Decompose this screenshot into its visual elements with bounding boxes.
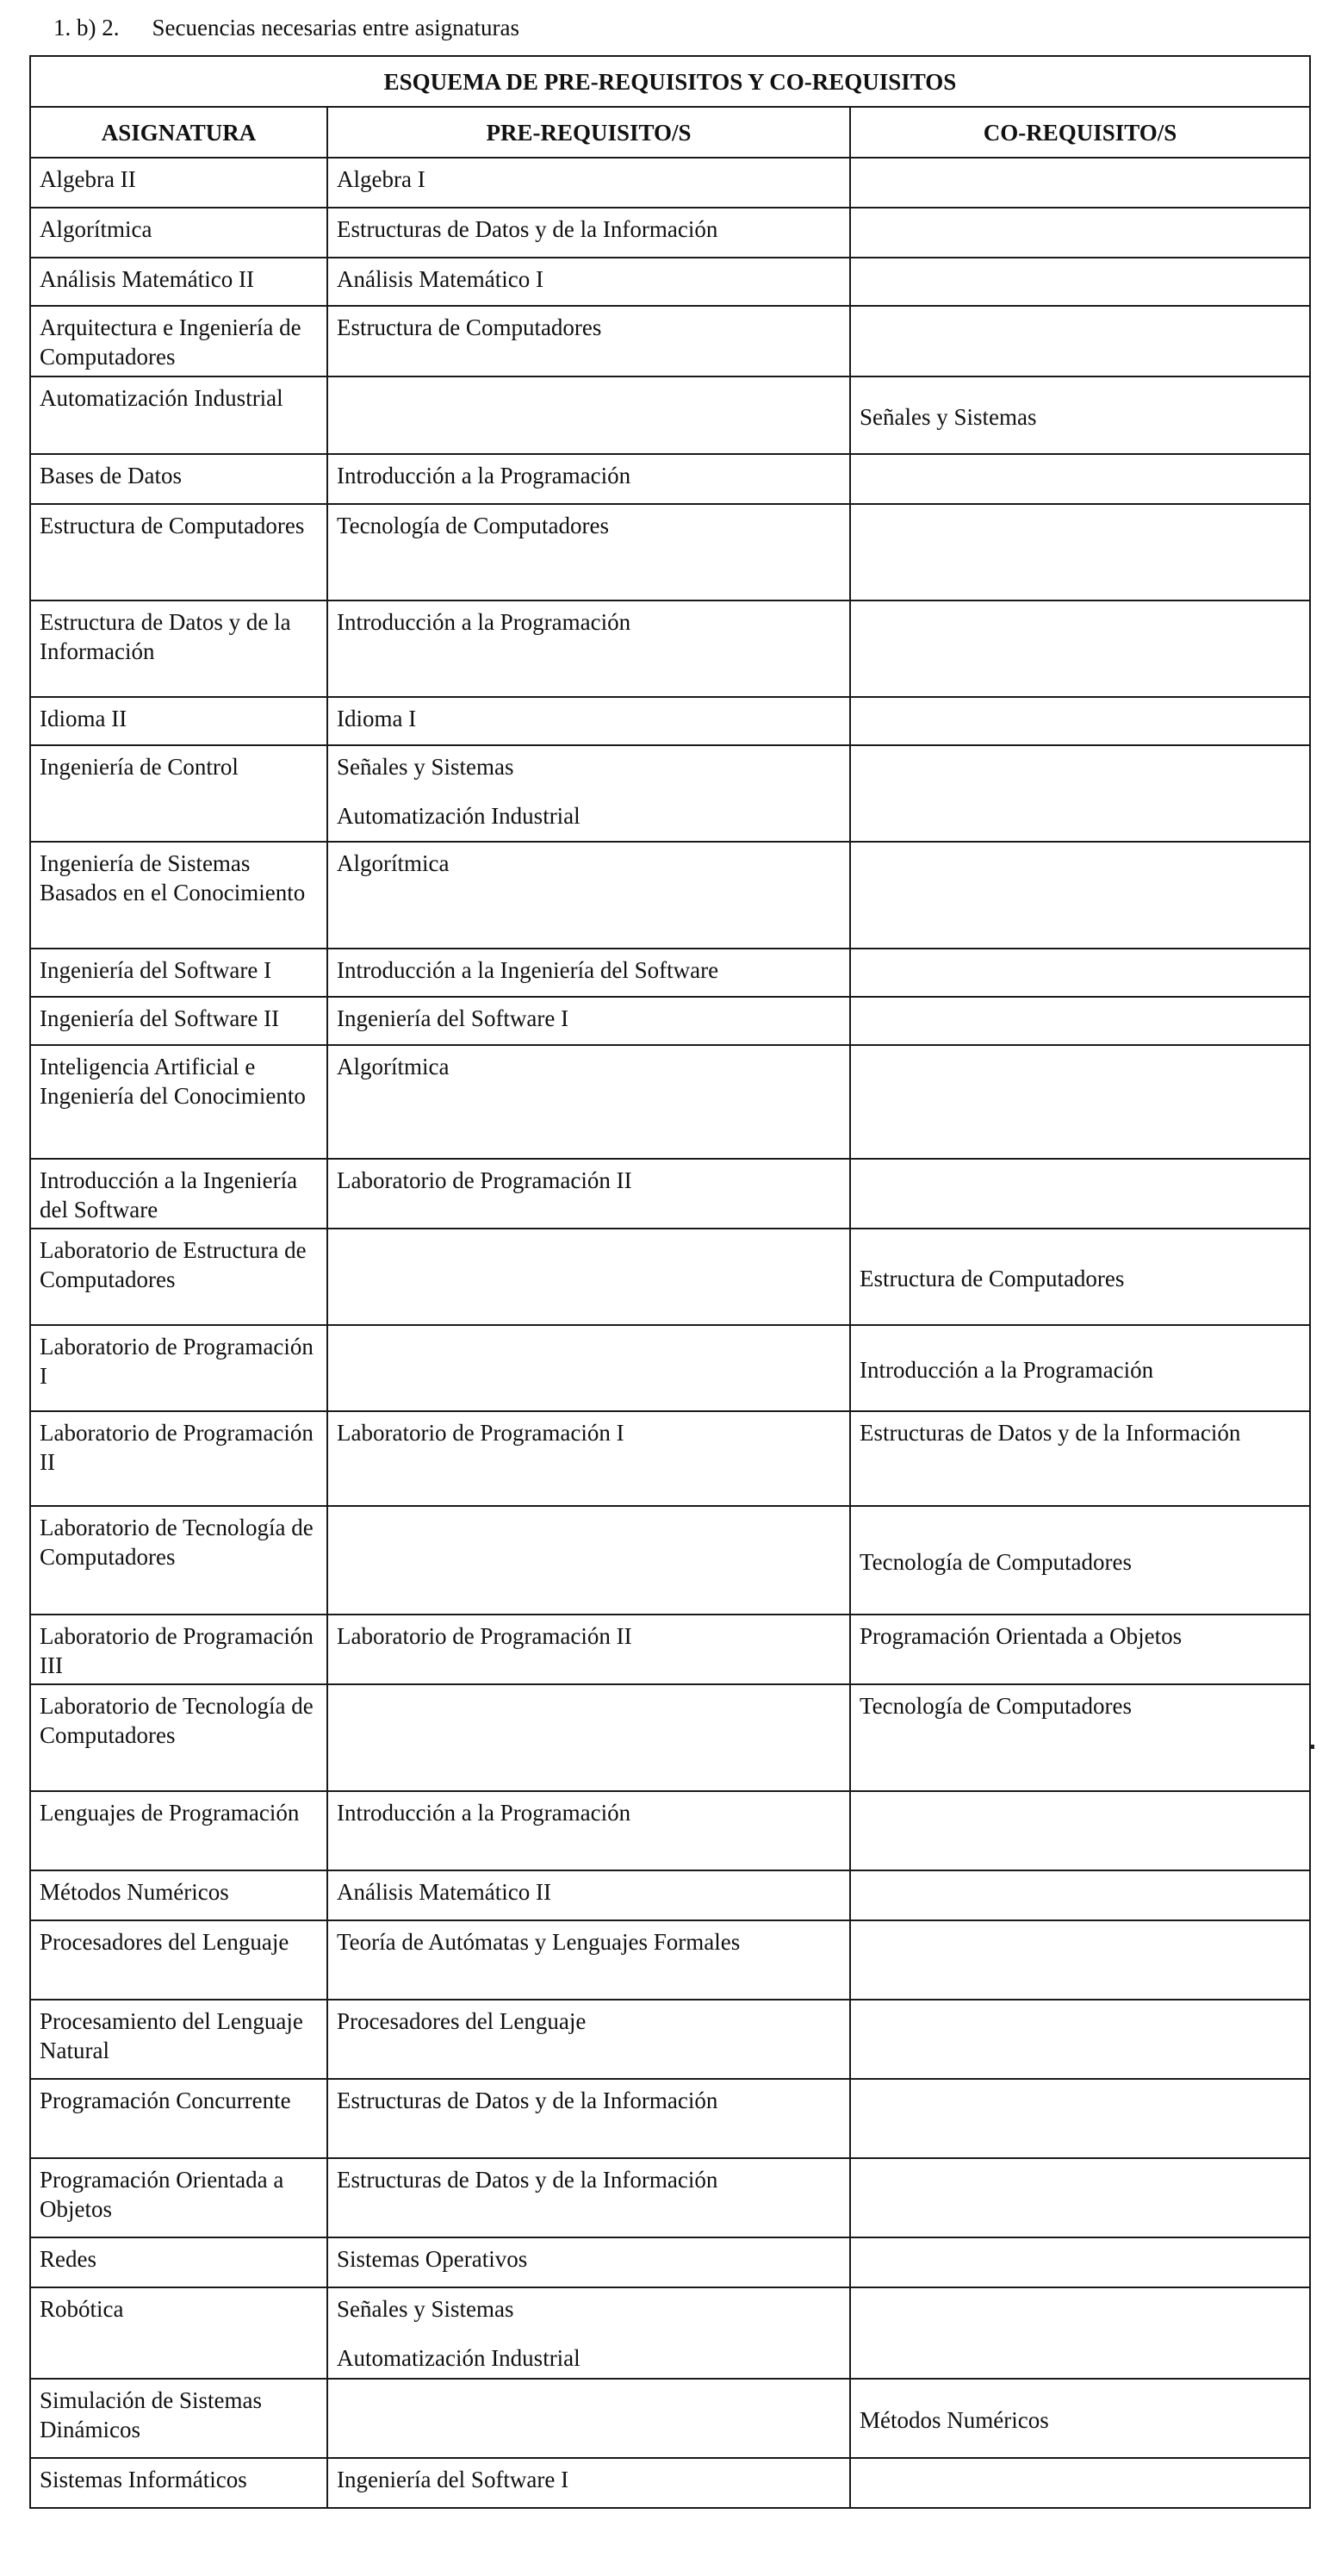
prerequisite-item: Estructuras de Datos y de la Información	[337, 2088, 718, 2113]
section-number: 1. b) 2.	[53, 15, 120, 40]
corequisite-cell	[850, 306, 1310, 376]
corequisite-cell	[850, 2158, 1310, 2237]
subject-cell: Laboratorio de Tecnología de Computadores	[30, 1506, 327, 1615]
prerequisite-item: Ingeniería del Software I	[337, 1005, 569, 1031]
prerequisite-cell	[327, 208, 850, 258]
corequisite-cell	[850, 2000, 1310, 2079]
table-row	[30, 1506, 1310, 1615]
subject-cell: Robótica	[30, 2287, 327, 2379]
subject-cell: Métodos Numéricos	[30, 1870, 327, 1920]
corequisite-cell	[850, 2237, 1310, 2287]
subject-cell: Arquitectura e Ingeniería de Computadores	[30, 306, 327, 376]
subject-cell: Algorítmica	[30, 208, 327, 258]
prerequisite-cell	[327, 2287, 850, 2379]
subject-cell: Lenguajes de Programación	[30, 1791, 327, 1870]
prerequisite-cell	[327, 306, 850, 376]
table-row	[30, 2079, 1310, 2158]
table-row	[30, 208, 1310, 258]
corequisite-cell: Tecnología de Computadores	[850, 1684, 1310, 1791]
prerequisite-item: Ingeniería del Software I	[337, 2467, 569, 2492]
subject-cell: Procesadores del Lenguaje	[30, 1920, 327, 2000]
prerequisite-item: Tecnología de Computadores	[337, 513, 610, 538]
prerequisite-item: Sistemas Operativos	[337, 2246, 528, 2272]
subject-cell: Bases de Datos	[30, 454, 327, 504]
corequisite-cell	[850, 2287, 1310, 2379]
prerequisite-item: Laboratorio de Programación I	[337, 1420, 624, 1446]
prerequisite-cell	[327, 258, 850, 306]
table-row	[30, 1684, 1310, 1791]
prerequisite-item: Estructura de Computadores	[337, 314, 602, 340]
prerequisite-item: Introducción a la Programación	[337, 609, 631, 635]
corequisite-cell	[850, 208, 1310, 258]
prerequisite-cell	[327, 997, 850, 1045]
subject-cell: Ingeniería del Software I	[30, 949, 327, 997]
corequisite-cell: Estructura de Computadores	[850, 1229, 1310, 1325]
subject-cell: Ingeniería de Control	[30, 745, 327, 842]
corequisite-cell: Métodos Numéricos	[850, 2379, 1310, 2458]
prerequisite-cell	[327, 842, 850, 949]
subject-cell: Programación Orientada a Objetos	[30, 2158, 327, 2237]
corequisite-cell	[850, 454, 1310, 504]
table-row	[30, 2000, 1310, 2079]
subject-cell: Estructura de Computadores	[30, 504, 327, 600]
corequisite-cell	[850, 697, 1310, 745]
table-row	[30, 1229, 1310, 1325]
prerequisite-item: Idioma I	[337, 706, 417, 731]
prerequisite-cell	[327, 158, 850, 208]
column-header-prerequisites: PRE-REQUISITO/S	[327, 107, 850, 158]
prerequisite-cell	[327, 949, 850, 997]
subject-cell: Análisis Matemático II	[30, 258, 327, 306]
prerequisite-item: Señales y Sistemas	[337, 754, 514, 780]
prerequisite-cell	[327, 1506, 850, 1615]
prerequisite-cell	[327, 1045, 850, 1159]
corequisite-cell	[850, 1870, 1310, 1920]
table-row	[30, 258, 1310, 306]
prerequisite-cell	[327, 1615, 850, 1684]
subject-cell: Automatización Industrial	[30, 376, 327, 454]
prerequisite-item: Laboratorio de Programación II	[337, 1623, 632, 1649]
subject-cell: Ingeniería de Sistemas Basados en el Conocimiento	[30, 842, 327, 949]
corequisite-cell	[850, 949, 1310, 997]
prerequisite-item: Procesadores del Lenguaje	[337, 2008, 587, 2034]
table-header-row	[30, 107, 1310, 158]
subject-cell: Introducción a la Ingeniería del Software	[30, 1159, 327, 1229]
subject-cell: Laboratorio de Estructura de Computadores	[30, 1229, 327, 1325]
prerequisite-item: Análisis Matemático II	[337, 1879, 551, 1905]
prerequisite-item: Laboratorio de Programación II	[337, 1167, 632, 1193]
corequisite-cell	[850, 1045, 1310, 1159]
prerequisite-cell	[327, 1684, 850, 1791]
table-row	[30, 2287, 1310, 2379]
prerequisite-item: Introducción a la Programación	[337, 1800, 631, 1826]
subject-cell: Ingeniería del Software II	[30, 997, 327, 1045]
subject-cell: Simulación de Sistemas Dinámicos	[30, 2379, 327, 2458]
prerequisite-cell	[327, 1791, 850, 1870]
table-row	[30, 997, 1310, 1045]
corequisite-cell	[850, 997, 1310, 1045]
prerequisite-item: Algorítmica	[337, 1054, 450, 1080]
prerequisites-table	[29, 55, 1311, 2509]
prerequisite-item: Teoría de Autómatas y Lenguajes Formales	[337, 1929, 741, 1955]
prerequisite-cell	[327, 600, 850, 697]
table-body	[30, 158, 1310, 2508]
subject-cell: Sistemas Informáticos	[30, 2458, 327, 2508]
table-row	[30, 949, 1310, 997]
subject-cell: Idioma II	[30, 697, 327, 745]
prerequisite-cell	[327, 1325, 850, 1411]
table-row	[30, 2379, 1310, 2458]
table-row	[30, 600, 1310, 697]
table-row	[30, 1920, 1310, 2000]
prerequisite-cell	[327, 745, 850, 842]
prerequisite-cell	[327, 1229, 850, 1325]
subject-cell: Redes	[30, 2237, 327, 2287]
table-row	[30, 504, 1310, 600]
prerequisite-item: Algebra I	[337, 166, 425, 192]
prerequisite-item: Estructuras de Datos y de la Información	[337, 2167, 718, 2193]
prerequisite-cell	[327, 454, 850, 504]
corequisite-cell	[850, 504, 1310, 600]
prerequisite-cell	[327, 1411, 850, 1506]
table-row	[30, 376, 1310, 454]
corequisite-cell	[850, 258, 1310, 306]
table-title-row	[30, 56, 1310, 107]
table-row	[30, 454, 1310, 504]
table-row	[30, 697, 1310, 745]
subject-cell: Laboratorio de Programación I	[30, 1325, 327, 1411]
subject-cell: Procesamiento del Lenguaje Natural	[30, 2000, 327, 2079]
table-title: ESQUEMA DE PRE-REQUISITOS Y CO-REQUISITOS	[30, 56, 1310, 107]
prerequisite-cell	[327, 2379, 850, 2458]
section-heading	[53, 10, 519, 45]
table-row	[30, 2158, 1310, 2237]
prerequisite-item: Automatización Industrial	[337, 2345, 581, 2371]
subject-cell: Algebra II	[30, 158, 327, 208]
table-row	[30, 842, 1310, 949]
prerequisite-cell	[327, 697, 850, 745]
corequisite-cell	[850, 1159, 1310, 1229]
prerequisite-item: Estructuras de Datos y de la Información	[337, 216, 718, 242]
table-row	[30, 1325, 1310, 1411]
corequisite-cell: Tecnología de Computadores	[850, 1506, 1310, 1615]
corequisite-cell: Estructuras de Datos y de la Información	[850, 1411, 1310, 1506]
table-row	[30, 745, 1310, 842]
subject-cell: Estructura de Datos y de la Información	[30, 600, 327, 697]
corequisite-cell: Señales y Sistemas	[850, 376, 1310, 454]
prerequisite-cell	[327, 2079, 850, 2158]
corequisite-cell	[850, 1920, 1310, 2000]
column-header-subject: ASIGNATURA	[30, 107, 327, 158]
corequisite-cell	[850, 2458, 1310, 2508]
corequisite-cell	[850, 745, 1310, 842]
prerequisite-cell	[327, 2158, 850, 2237]
table-row	[30, 2237, 1310, 2287]
prerequisite-cell	[327, 376, 850, 454]
subject-cell: Laboratorio de Programación II	[30, 1411, 327, 1506]
subject-cell: Laboratorio de Tecnología de Computadores	[30, 1684, 327, 1791]
stray-mark	[1311, 1745, 1314, 1749]
corequisite-cell: Introducción a la Programación	[850, 1325, 1310, 1411]
table-row	[30, 1870, 1310, 1920]
corequisite-cell	[850, 600, 1310, 697]
prerequisite-item: Señales y Sistemas	[337, 2296, 514, 2322]
table-row	[30, 2458, 1310, 2508]
prerequisite-item: Algorítmica	[337, 850, 450, 876]
prerequisite-item: Automatización Industrial	[337, 803, 581, 829]
corequisite-cell	[850, 158, 1310, 208]
prerequisite-cell	[327, 2458, 850, 2508]
prerequisite-cell	[327, 2000, 850, 2079]
prerequisite-cell	[327, 2237, 850, 2287]
prerequisite-item: Introducción a la Ingeniería del Software	[337, 957, 719, 983]
table-row	[30, 1411, 1310, 1506]
column-header-corequisites: CO-REQUISITO/S	[850, 107, 1310, 158]
prerequisite-item: Introducción a la Programación	[337, 463, 631, 488]
table-row	[30, 1791, 1310, 1870]
corequisite-cell: Programación Orientada a Objetos	[850, 1615, 1310, 1684]
table-row	[30, 1615, 1310, 1684]
table-row	[30, 1159, 1310, 1229]
prerequisite-cell	[327, 1159, 850, 1229]
table-row	[30, 306, 1310, 376]
corequisite-cell	[850, 2079, 1310, 2158]
prerequisite-cell	[327, 1870, 850, 1920]
prerequisite-item: Análisis Matemático I	[337, 266, 543, 292]
subject-cell: Inteligencia Artificial e Ingeniería del Conocimiento	[30, 1045, 327, 1159]
prerequisite-cell	[327, 504, 850, 600]
subject-cell: Programación Concurrente	[30, 2079, 327, 2158]
corequisite-cell	[850, 842, 1310, 949]
section-title: Secuencias necesarias entre asignaturas	[152, 15, 520, 40]
table-row	[30, 158, 1310, 208]
prerequisite-cell	[327, 1920, 850, 2000]
table-row	[30, 1045, 1310, 1159]
subject-cell: Laboratorio de Programación III	[30, 1615, 327, 1684]
corequisite-cell	[850, 1791, 1310, 1870]
